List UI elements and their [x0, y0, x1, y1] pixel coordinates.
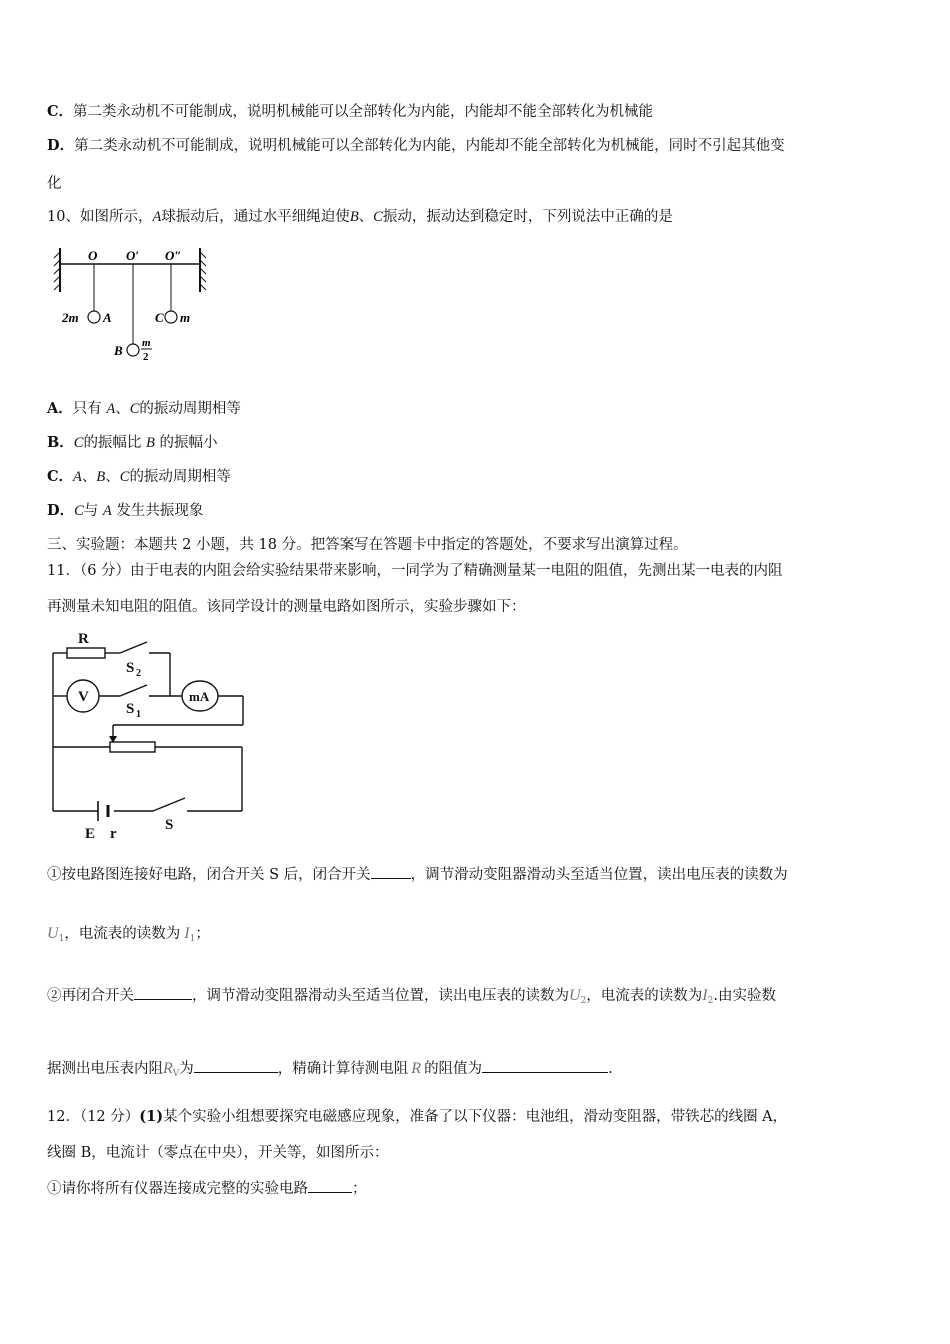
var: C [73, 435, 84, 451]
var: A [102, 503, 112, 519]
label-o-double-prime: O″ [165, 248, 182, 263]
var-i1: I [184, 925, 190, 942]
blank-2[interactable] [134, 985, 192, 1000]
step-text: ，精确计算待测电阻 [277, 1061, 409, 1077]
label-a: A [103, 310, 112, 325]
option-d-continuation [47, 174, 62, 194]
var-a: A [152, 209, 162, 225]
var-i2: I [702, 987, 708, 1004]
blank-1[interactable] [371, 864, 411, 879]
var-rv: R [163, 1060, 173, 1077]
option-text: 与 [83, 503, 103, 519]
var: C [119, 469, 130, 485]
rheostat [110, 742, 155, 752]
mass-b-den: 2 [143, 351, 149, 362]
var: C [74, 503, 84, 519]
var: A [106, 401, 116, 417]
option-d [47, 136, 785, 156]
var-u2-sub: 2 [580, 996, 587, 1006]
var-rv-sub: V [172, 1069, 180, 1079]
q11-step1-cont [47, 924, 210, 949]
var-i2-sub: 2 [707, 996, 714, 1006]
label-s: S [165, 817, 174, 833]
option-text: 只有 [72, 401, 107, 417]
var-u2: U [569, 987, 581, 1004]
var-c: C [373, 209, 383, 225]
label-o: O [88, 248, 98, 263]
pendulum-figure [40, 242, 215, 362]
blank-4[interactable] [482, 1058, 608, 1073]
option-text: 第二类永动机不可能制成，说明机械能可以全部转化为内能，内能却不能全部转化为机械能 [73, 104, 654, 120]
option-text: 、 [115, 401, 130, 417]
q10-option-c [47, 467, 231, 487]
q10-stem [47, 207, 673, 227]
var-i1-sub: 1 [189, 934, 196, 944]
mass-b-num: m [142, 337, 151, 349]
q10-option-b [47, 433, 218, 453]
step-text: .由实验数 [713, 988, 776, 1004]
resistor-r [67, 648, 105, 658]
part-label: (1) [139, 1108, 164, 1125]
q11-step3 [47, 1058, 613, 1084]
label-r-internal: r [110, 826, 117, 842]
stem-text: 、 [358, 209, 374, 225]
mass-a: 2m [62, 310, 79, 325]
circuit-diagram [45, 628, 255, 843]
label-o-prime: O′ [126, 248, 140, 263]
step-text: 据测出电压表内阻 [47, 1061, 163, 1077]
label-ma: mA [189, 689, 210, 704]
ball-a [88, 311, 100, 323]
label-c: C [155, 310, 164, 325]
var: B [146, 435, 155, 451]
mass-c: m [180, 310, 191, 325]
q12-line2: 线圈 B，电流计（零点在中央），开关等，如图所示： [47, 1145, 389, 1161]
section-heading: 三、实验题：本题共 2 小题，共 18 分。把答案写在答题卡中指定的答题处，不要求写出演算过程。 [47, 537, 688, 553]
step-text: ，电流表的读数为 [586, 988, 703, 1004]
label-s1: S [126, 701, 135, 717]
step-text: ①按电路图连接好电路，闭合开关 S 后，闭合开关 [47, 867, 371, 883]
option-text: 的振动周期相等 [129, 469, 231, 485]
ball-c [165, 311, 177, 323]
option-text: 第二类永动机不可能制成，说明机械能可以全部转化为内能，内能却不能全部转化为机械能，同时不引起其他变 [74, 138, 785, 154]
label-v: V [78, 689, 89, 705]
step-text: ②再闭合开关 [47, 988, 134, 1004]
var-u1: U [47, 925, 59, 942]
var-b: B [349, 209, 359, 225]
step-text: ； [195, 926, 210, 942]
var-u1-sub: 1 [58, 934, 65, 944]
q11-line1: 11．（6 分）由于电表的内阻会给实验结果带来影响，一同学为了精确测量某一电阻的阻值，先测出某一电表的内阻 [47, 563, 783, 579]
label-s1-sub: 1 [136, 709, 141, 720]
stem-text: 球振动后，通过水平细绳迫使 [161, 209, 350, 225]
stem-text: 振动，振动达到稳定时，下列说法中正确的是 [382, 209, 673, 225]
q10-option-d [47, 501, 203, 521]
option-text: 、 [105, 469, 120, 485]
option-label: D． [47, 137, 75, 154]
q11-step1 [47, 864, 788, 885]
label-e: E [85, 826, 96, 842]
q11-step2 [47, 985, 776, 1011]
question-text: ； [352, 1181, 367, 1197]
option-text: 的振动周期相等 [139, 401, 241, 417]
option-text: 的振幅小 [154, 435, 218, 451]
option-text: 的振幅比 [83, 435, 147, 451]
step-text: ，电流表的读数为 [64, 926, 181, 942]
q10-option-a [47, 399, 241, 419]
option-text: 发生共振现象 [111, 503, 204, 519]
step-text: ，调节滑动变阻器滑动头至适当位置，读出电压表的读数为 [192, 988, 569, 1004]
question-number: 12．（12 分） [47, 1109, 140, 1125]
option-label: D． [47, 502, 75, 519]
question-text: ①请你将所有仪器连接成完整的实验电路 [47, 1181, 308, 1197]
label-s2-sub: 2 [136, 668, 141, 679]
var: C [129, 401, 140, 417]
step-text: 为 [179, 1061, 194, 1077]
label-b: B [114, 343, 123, 358]
label-r: R [78, 631, 89, 647]
stem-text: 10、如图所示， [47, 209, 153, 225]
option-text: 、 [81, 469, 97, 485]
option-label: A． [47, 400, 73, 417]
option-text-cont: 化 [47, 176, 62, 192]
step-text: . [608, 1061, 613, 1077]
q11-line2: 再测量未知电阻的阻值。该同学设计的测量电路如图所示，实验步骤如下： [47, 599, 526, 615]
ball-b [127, 344, 139, 356]
option-c [47, 102, 653, 122]
step-text: 的阻值为 [424, 1061, 483, 1077]
q12-line3 [47, 1178, 367, 1199]
var-r: R [411, 1060, 422, 1077]
blank-3[interactable] [194, 1058, 278, 1073]
var: B [96, 469, 106, 485]
option-label: C． [47, 103, 74, 120]
blank-5[interactable] [308, 1178, 352, 1193]
q12-line1 [47, 1107, 787, 1127]
question-text: 某个实验小组想要探究电磁感应现象，准备了以下仪器：电池组，滑动变阻器，带铁芯的线圈 A， [163, 1109, 788, 1125]
option-label: B． [47, 434, 74, 451]
var: A [73, 469, 82, 485]
step-text: ，调节滑动变阻器滑动头至适当位置，读出电压表的读数为 [410, 867, 788, 883]
label-s2: S [126, 660, 135, 676]
option-label: C． [47, 468, 74, 485]
